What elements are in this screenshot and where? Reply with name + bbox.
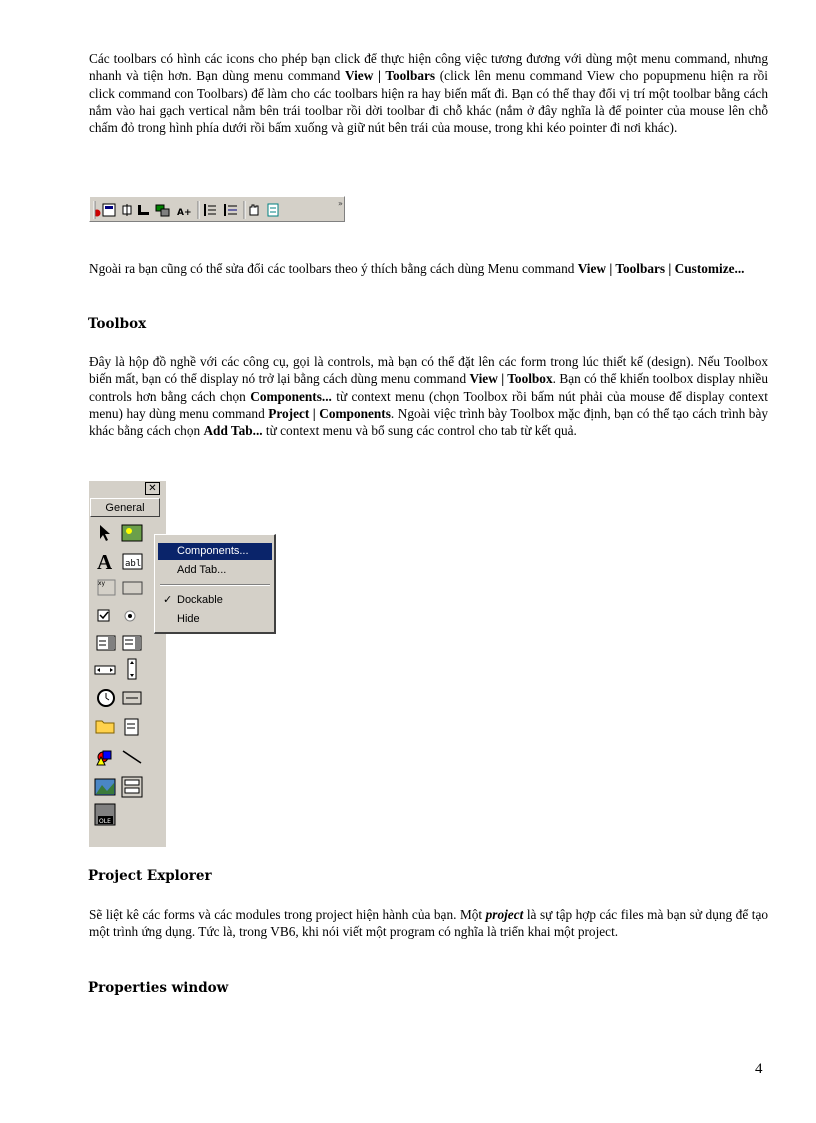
project-text-1: Sẽ liệt kê các forms và các modules trong project hiện hành của bạn. Một bbox=[89, 907, 486, 922]
checkmark-icon: ✓ bbox=[163, 594, 173, 606]
toolbox-bold-1: View | Toolbox bbox=[469, 371, 553, 387]
toolbox-text-2: . Bạn có thể khiến toolbox display nhiều controls hơn bằng cách chọn bbox=[89, 371, 768, 404]
vscrollbar-icon[interactable] bbox=[128, 659, 136, 679]
menu-item-dockable-label: Dockable bbox=[177, 594, 223, 606]
general-tab[interactable]: General bbox=[90, 498, 160, 517]
svg-text:abl: abl bbox=[125, 559, 142, 569]
menu-item-hide[interactable]: Hide bbox=[177, 613, 200, 625]
toolbox-text-1: Đây là hộp đồ nghề với các công cụ, gọi là controls, mà bạn có thể đặt lên các form trong lúc thiết kế (design). Nếu Toolbox biến mất, bạn có thể display nó trở lại bằng cách dùng menu command bbox=[89, 354, 768, 387]
page-number: 4 bbox=[755, 1061, 763, 1077]
combobox-icon[interactable] bbox=[97, 636, 115, 650]
svg-text:xy: xy bbox=[98, 580, 106, 587]
project-explorer-heading: Project Explorer bbox=[88, 868, 212, 884]
add-project-icon[interactable] bbox=[103, 204, 115, 216]
menu-editor-icon[interactable] bbox=[138, 205, 149, 215]
menu-separator bbox=[160, 584, 270, 586]
toolbox-title-bar bbox=[89, 481, 166, 495]
menu-item-dockable[interactable] bbox=[158, 592, 272, 609]
textbox-icon[interactable] bbox=[123, 554, 142, 569]
hscrollbar-icon[interactable] bbox=[95, 666, 115, 674]
project-paragraph bbox=[89, 906, 768, 941]
menu-item-add-tab[interactable]: Add Tab... bbox=[177, 564, 227, 576]
line-icon[interactable] bbox=[123, 751, 141, 763]
indent-icon[interactable] bbox=[204, 204, 216, 216]
font-icon[interactable]: A+ bbox=[177, 208, 192, 218]
object-browser-icon[interactable] bbox=[156, 205, 169, 216]
menu-item-components[interactable]: Components... bbox=[158, 543, 272, 560]
image-icon[interactable] bbox=[95, 779, 115, 795]
shape-icon[interactable] bbox=[97, 751, 111, 765]
close-icon[interactable]: ✕ bbox=[145, 482, 160, 495]
drivelistbox-icon[interactable] bbox=[123, 692, 141, 704]
toolbox-bold-4: Add Tab... bbox=[203, 423, 263, 439]
hand-icon[interactable] bbox=[250, 205, 258, 215]
intro-paragraph bbox=[89, 50, 768, 136]
properties-window-heading: Properties window bbox=[88, 980, 229, 996]
outdent-icon[interactable] bbox=[224, 204, 237, 216]
overflow-icon[interactable]: » bbox=[338, 199, 343, 208]
toolbox-bold-3: Project | Components bbox=[268, 405, 391, 421]
toolbox-heading: Toolbox bbox=[88, 316, 147, 332]
command-button-icon[interactable] bbox=[123, 582, 142, 594]
project-text-2: là sự tập hợp các files mà bạn sử dụng để tạo một trình ứng dụng. Tức là, trong VB6, khi nói viết một program có nghĩa là triển khai một project. bbox=[89, 907, 768, 940]
context-menu bbox=[154, 534, 276, 634]
toolbox-text-5: từ context menu và bổ sung các control cho tab từ kết quả. bbox=[262, 423, 577, 439]
listbox-icon[interactable] bbox=[123, 636, 141, 650]
picturebox-icon[interactable] bbox=[122, 525, 142, 541]
toolbox-bold-2: Components... bbox=[250, 388, 332, 404]
intro-bold-view-toolbars: View | Toolbars bbox=[344, 68, 436, 84]
filelistbox-icon[interactable] bbox=[125, 719, 138, 735]
toolbox-paragraph bbox=[89, 353, 768, 439]
toolbox-text-3: từ context menu (chọn Toolbox rồi bấm nút phải của mouse để display context menu) hay dùng menu command bbox=[89, 388, 768, 421]
checkbox-icon[interactable] bbox=[98, 610, 109, 621]
timer-icon[interactable] bbox=[98, 690, 114, 706]
pointer-icon[interactable] bbox=[100, 525, 110, 541]
option-button-icon[interactable] bbox=[125, 611, 135, 621]
add-form-icon[interactable] bbox=[123, 204, 131, 216]
toolbar-image bbox=[89, 196, 345, 222]
svg-text:OLE: OLE bbox=[99, 818, 111, 825]
dirlistbox-icon[interactable] bbox=[96, 721, 114, 733]
customize-text: Ngoài ra bạn cũng có thể sửa đổi các toolbars theo ý thích bằng cách dùng Menu command bbox=[89, 261, 578, 276]
intro-text-1: Các toolbars có hình các icons cho phép bạn click để thực hiện công việc tương đương với dùng một menu command, nhưng nhanh và tiện hơn. Bạn dùng menu command bbox=[89, 51, 768, 84]
toolbox-text-4: . Ngoài việc trình bày Toolbox mặc định, bạn có thể tạo cách trình bày khác bằng cách chọn bbox=[89, 405, 769, 439]
label-icon[interactable]: A bbox=[97, 550, 113, 574]
frame-icon[interactable] bbox=[98, 580, 115, 595]
ole-icon[interactable] bbox=[95, 804, 115, 825]
customize-paragraph bbox=[89, 260, 768, 277]
list-icon[interactable] bbox=[268, 204, 278, 216]
intro-text-2: (click lên menu command View cho popupmenu hiện ra rồi click command con Toolbars) để làm cho các toolbars hiện ra hay biến mất đi. Bạn có thể thay đổi vị trí một toolbar bằng cách nắm vào hai gạch vertical nằm bên trái toolbar rồi dời toolbar đi chỗ khác (nắm ở đây nghĩa là để pointer của mouse lên chỗ chấm đỏ trong hình phía dưới rồi bấm xuống và giữ nút bên trái của mouse, trong khi kéo pointer đi nơi khác). bbox=[89, 68, 768, 136]
project-italic: project bbox=[485, 907, 524, 922]
data-control-icon[interactable] bbox=[122, 777, 142, 797]
customize-bold: View | Toolbars | Customize... bbox=[577, 261, 745, 276]
